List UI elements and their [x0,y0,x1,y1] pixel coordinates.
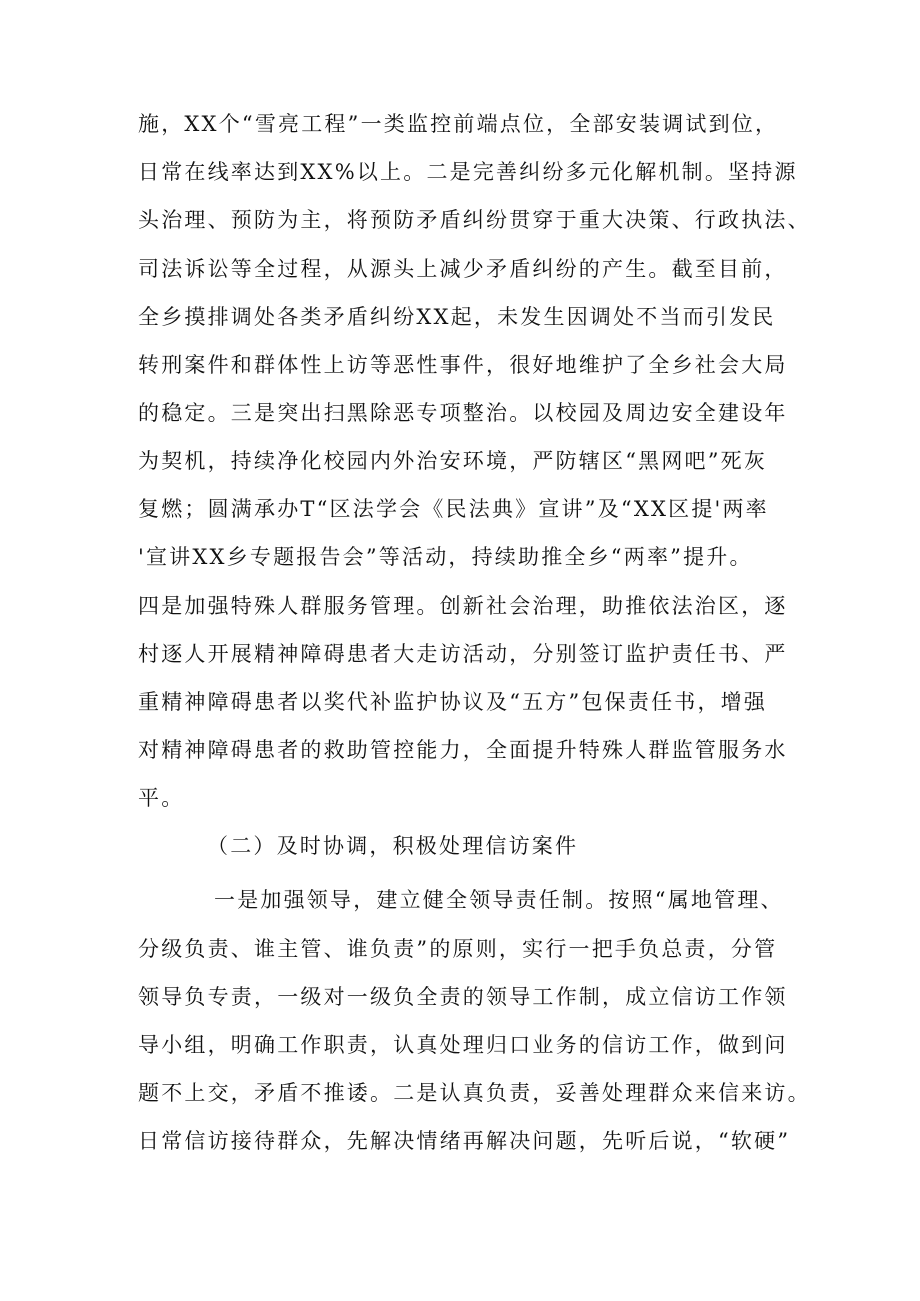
text-line: 重精神障碍患者以奖代补监护协议及“五方”包保责任书，增强 [138,690,768,714]
text-line: 日常在线率达到XX%以上。二是完善纠纷多元化解机制。坚持源 [138,160,798,184]
text-line: 分级负责、谁主管、谁负责”的原则，实行一把手负总责，分管 [138,937,778,961]
text-line: 全乡摸排调处各类矛盾纠纷XX起，未发生因调处不当而引发民 [138,305,776,329]
text-line: 平。 [138,786,185,810]
text-line: 施，XX个“雪亮工程”一类监控前端点位，全部安装调试到位， [138,112,779,136]
text-line: 一是加强领导，建立健全领导责任制。按照“属地管理、 [214,888,784,912]
text-line: 的稳定。三是突出扫黑除恶专项整治。以校园及周边安全建设年 [138,401,788,425]
text-line: 司法诉讼等全过程，从源头上减少矛盾纠纷的产生。截至目前， [138,257,788,281]
text-line: 对精神障碍患者的救助管控能力，全面提升特殊人群监管服务水 [138,738,788,762]
text-line: 为契机，持续净化校园内外治安环境，严防辖区“黑网吧”死灰 [138,449,768,473]
section-heading: （二）及时协调，积极处理信访案件 [207,834,579,858]
text-line: 转刑案件和群体性上访等恶性事件，很好地维护了全乡社会大局 [138,353,788,377]
text-line: 领导负专责，一级对一级负全责的领导工作制，成立信访工作领 [138,985,788,1009]
text-line: 导小组，明确工作职责，认真处理归口业务的信访工作，做到问 [138,1033,788,1057]
text-line: 题不上交，矛盾不推诿。二是认真负责，妥善处理群众来信来访。 [138,1081,811,1105]
text-line: 村逐人开展精神障碍患者大走访活动，分别签订监护责任书、严 [138,642,788,666]
text-line: 复燃；圆满承办T“区法学会《民法典》宣讲”及“XX区提'两率 [138,497,769,521]
text-line: 头治理、预防为主，将预防矛盾纠纷贯穿于重大决策、行政执法、 [138,208,811,232]
text-line: 四是加强特殊人群服务管理。创新社会治理，助推依法治区，逐 [138,594,788,618]
text-line: '宣讲XX乡专题报告会”等活动，持续助推全乡“两率”提升。 [138,545,753,569]
text-line: 日常信访接待群众，先解决情绪再解决问题，先听后说，“软硬” [138,1129,791,1153]
